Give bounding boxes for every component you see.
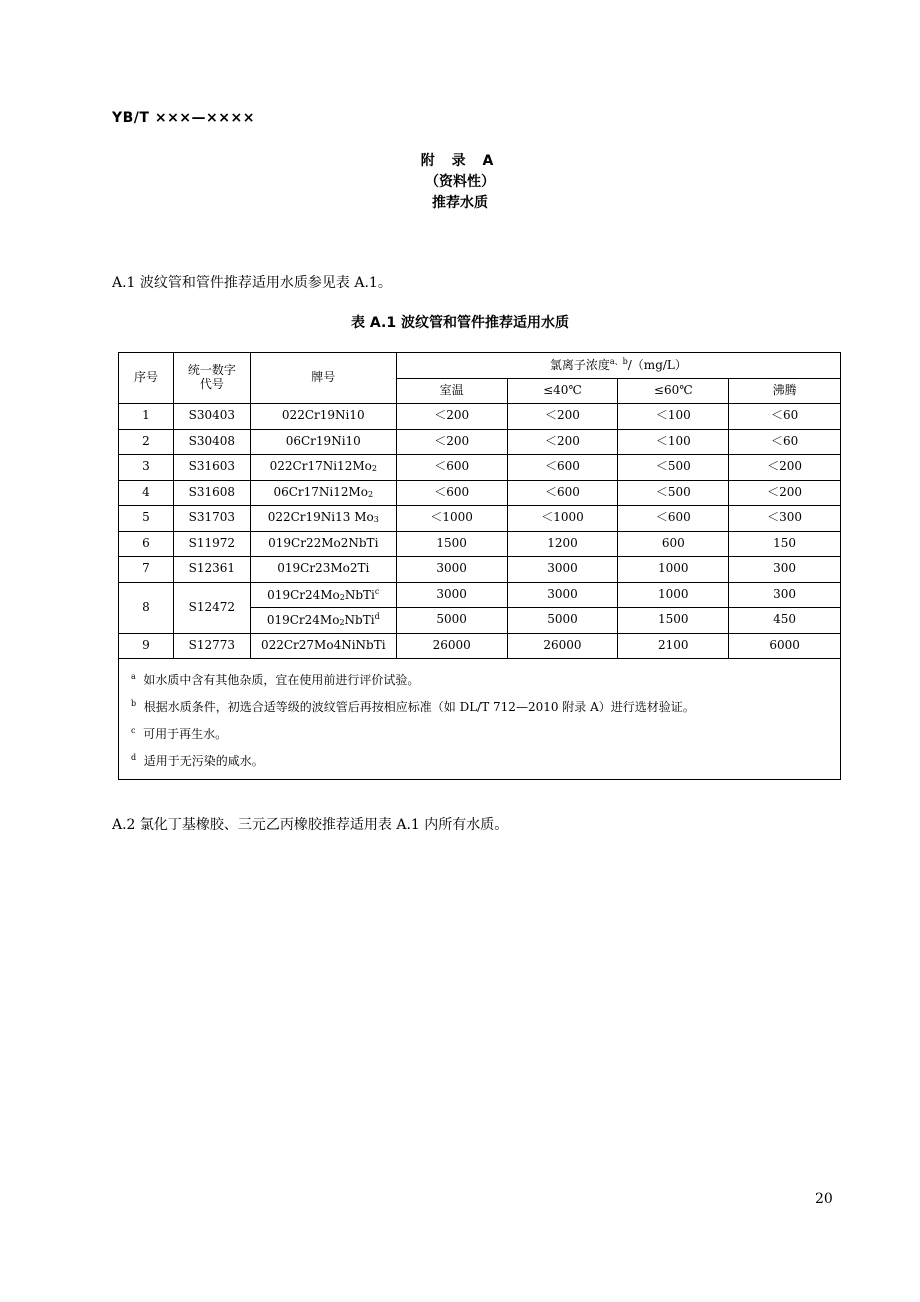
grade-text: 022Cr19Ni13 Mo <box>267 510 374 525</box>
grade-footnote-mark: c <box>374 586 380 596</box>
cell-t60: ＜100 <box>618 429 729 455</box>
cell-t40: ＜600 <box>507 455 618 481</box>
note-mark: b <box>131 699 137 708</box>
grade-text: 019Cr24Mo <box>267 587 340 602</box>
cell-t40: ＜1000 <box>507 506 618 532</box>
water-quality-table <box>118 352 841 780</box>
cell-grade: 022Cr19Ni10 <box>250 404 396 430</box>
grade-footnote-mark: d <box>374 612 380 622</box>
grade-text: 019Cr24Mo <box>266 613 340 628</box>
cell-room: ＜200 <box>396 404 507 430</box>
cell-grade: 022Cr27Mo4NiNbTi <box>250 633 396 659</box>
grade-subscript: 2 <box>339 592 345 602</box>
cell-grade <box>250 480 396 506</box>
header-code-line2: 代号 <box>199 377 224 391</box>
cell-grade: 019Cr22Mo2NbTi <box>250 531 396 557</box>
cell-room: ＜200 <box>396 429 507 455</box>
table-header-row <box>119 353 841 379</box>
grade-text: 022Cr17Ni12Mo <box>269 459 372 474</box>
cell-t40: ＜600 <box>507 480 618 506</box>
cell-t40: 1200 <box>507 531 618 557</box>
cell-t60: 600 <box>618 531 729 557</box>
cell-code: S12773 <box>173 633 250 659</box>
table-row <box>119 557 841 583</box>
note-mark: d <box>131 753 137 762</box>
note-a <box>131 665 828 692</box>
cell-t60: ＜500 <box>618 455 729 481</box>
table-row <box>119 506 841 532</box>
cell-no: 7 <box>119 557 174 583</box>
note-text: 可用于再生水。 <box>143 727 228 741</box>
cell-code: S12361 <box>173 557 250 583</box>
note-text: 如水质中含有其他杂质，宜在使用前进行评价试验。 <box>143 673 420 687</box>
header-grade: 牌号 <box>250 353 396 404</box>
note-mark: a <box>131 672 136 681</box>
cell-no: 9 <box>119 633 174 659</box>
cell-t40: 26000 <box>507 633 618 659</box>
cell-room: 3000 <box>396 582 507 608</box>
cell-room: ＜1000 <box>396 506 507 532</box>
header-chloride-label: 氯离子浓度 <box>549 358 610 373</box>
cell-grade: 06Cr19Ni10 <box>250 429 396 455</box>
table-notes-row <box>119 659 841 780</box>
cell-boil: ＜300 <box>729 506 841 532</box>
cell-boil: 150 <box>729 531 841 557</box>
cell-code: S12472 <box>173 582 250 633</box>
table-row <box>119 531 841 557</box>
cell-boil: 300 <box>729 582 841 608</box>
header-chloride-unit: /（mg/L） <box>627 358 687 373</box>
cell-boil: ＜60 <box>729 404 841 430</box>
header-code <box>173 353 250 404</box>
note-c <box>131 719 828 746</box>
cell-no: 5 <box>119 506 174 532</box>
cell-t60: 2100 <box>618 633 729 659</box>
cell-t60: 1000 <box>618 582 729 608</box>
cell-room: 1500 <box>396 531 507 557</box>
cell-no: 3 <box>119 455 174 481</box>
cell-t40: ＜200 <box>507 429 618 455</box>
cell-grade <box>250 582 396 608</box>
section-a1: A.1 波纹管和管件推荐适用水质参见表 A.1。 <box>112 275 392 291</box>
cell-t40: 3000 <box>507 582 618 608</box>
cell-room: 5000 <box>396 608 507 634</box>
note-mark: c <box>131 726 136 735</box>
grade-subscript: 2 <box>371 464 377 474</box>
cell-boil: ＜60 <box>729 429 841 455</box>
cell-room: ＜600 <box>396 480 507 506</box>
cell-t40: 5000 <box>507 608 618 634</box>
cell-t60: 1500 <box>618 608 729 634</box>
header-code-line1: 统一数字 <box>187 363 236 378</box>
cell-t60: ＜100 <box>618 404 729 430</box>
cell-room: ＜600 <box>396 455 507 481</box>
cell-t40: 3000 <box>507 557 618 583</box>
grade-subscript: 2 <box>368 489 374 499</box>
grade-text: 06Cr17Ni12Mo <box>273 484 369 499</box>
standard-code: YB/T ×××—×××× <box>112 110 255 126</box>
cell-code: S31603 <box>173 455 250 481</box>
cell-no: 6 <box>119 531 174 557</box>
cell-grade <box>250 608 396 634</box>
cell-room: 3000 <box>396 557 507 583</box>
table-row <box>119 455 841 481</box>
grade-tail: NbTi <box>344 613 375 628</box>
cell-boil: ＜200 <box>729 480 841 506</box>
cell-t60: ＜500 <box>618 480 729 506</box>
section-a2: A.2 氯化丁基橡胶、三元乙丙橡胶推荐适用表 A.1 内所有水质。 <box>112 817 509 833</box>
note-text: 适用于无污染的咸水。 <box>143 754 264 768</box>
appendix-title: 附 录 A <box>420 153 500 169</box>
grade-tail: NbTi <box>344 587 375 602</box>
cell-boil: 6000 <box>729 633 841 659</box>
grade-subscript: 2 <box>339 618 345 628</box>
appendix-subject: 推荐水质 <box>432 195 488 211</box>
table-row <box>119 582 841 608</box>
cell-code: S11972 <box>173 531 250 557</box>
cell-no: 8 <box>119 582 174 633</box>
table-title: 表 A.1 波纹管和管件推荐适用水质 <box>351 315 569 331</box>
cell-no: 2 <box>119 429 174 455</box>
header-boil: 沸腾 <box>729 378 841 404</box>
header-chloride-sup: a、b <box>609 357 628 367</box>
table-row <box>119 404 841 430</box>
cell-boil: ＜200 <box>729 455 841 481</box>
header-chloride <box>396 353 840 379</box>
note-d <box>131 746 828 773</box>
page-number: 20 <box>815 1191 833 1207</box>
grade-subscript: 3 <box>373 515 379 525</box>
table-row <box>119 480 841 506</box>
header-t60: ≤60℃ <box>618 378 729 404</box>
cell-no: 4 <box>119 480 174 506</box>
header-serial: 序号 <box>119 353 174 404</box>
cell-boil: 450 <box>729 608 841 634</box>
cell-t40: ＜200 <box>507 404 618 430</box>
cell-code: S30403 <box>173 404 250 430</box>
table-row <box>119 429 841 455</box>
cell-code: S31703 <box>173 506 250 532</box>
cell-boil: 300 <box>729 557 841 583</box>
note-b <box>131 692 828 719</box>
header-t40: ≤40℃ <box>507 378 618 404</box>
cell-grade <box>250 506 396 532</box>
cell-t60: 1000 <box>618 557 729 583</box>
cell-code: S31608 <box>173 480 250 506</box>
cell-grade <box>250 455 396 481</box>
note-text: 根据水质条件，初选合适等级的波纹管后再按相应标准（如 DL/T 712—2010 附录 A）进行选材验证。 <box>143 700 695 714</box>
cell-room: 26000 <box>396 633 507 659</box>
table-row <box>119 633 841 659</box>
cell-code: S30408 <box>173 429 250 455</box>
cell-grade: 019Cr23Mo2Ti <box>250 557 396 583</box>
cell-no: 1 <box>119 404 174 430</box>
appendix-type: （资料性） <box>425 174 495 190</box>
header-room: 室温 <box>396 378 507 404</box>
cell-t60: ＜600 <box>618 506 729 532</box>
table-notes <box>119 659 841 780</box>
